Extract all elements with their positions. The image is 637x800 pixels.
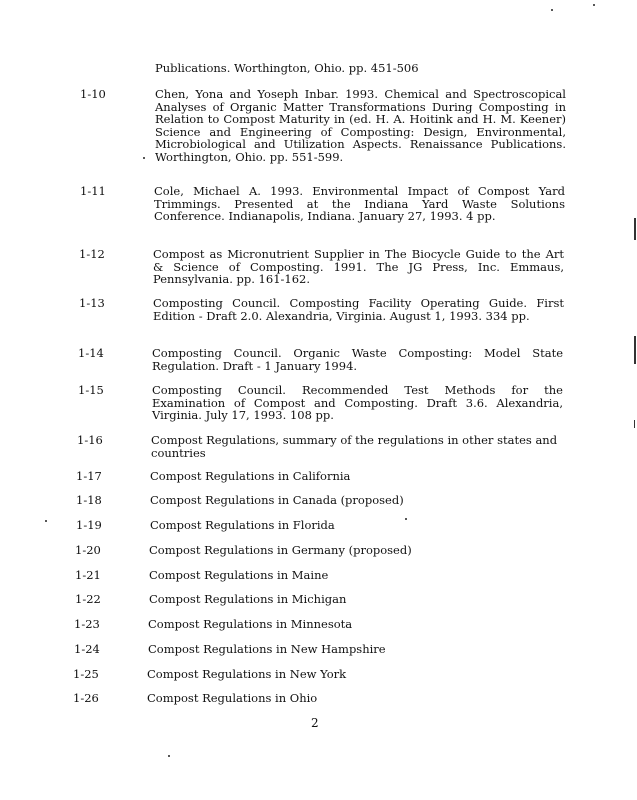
scan-edge-mark xyxy=(634,336,636,364)
reference-number: 1-19 xyxy=(76,518,102,532)
reference-number: 1-23 xyxy=(74,617,100,631)
reference-text: Compost as Micronutrient Supplier in The Biocycle Guide to the Art & Science of Composting. 1991. The JG Press, Inc. Emmaus, Pennsylvania. pp. 161-162. xyxy=(153,247,564,286)
reference-number: 1-16 xyxy=(77,433,103,447)
reference-number: 1-10 xyxy=(80,87,106,101)
reference-number: 1-14 xyxy=(78,346,104,360)
reference-number: 1-12 xyxy=(79,247,105,261)
scan-speck xyxy=(593,4,595,6)
reference-text: Compost Regulations in New York xyxy=(147,667,347,681)
reference-text: Composting Council. Recommended Test Methods for the Examination of Compost and Composting. Draft 3.6. Alexandria, Virginia. July 17, 1993. 108 pp. xyxy=(152,383,563,422)
scan-speck xyxy=(45,520,47,522)
reference-number: 1-15 xyxy=(78,383,104,397)
scan-speck xyxy=(168,755,170,757)
reference-text: Chen, Yona and Yoseph Inbar. 1993. Chemical and Spectroscopical Analyses of Organic Matter Transformations During Composting in Relation to Compost Maturity in (ed. H. A. Hoitink and H. M. Keener) Science and Engineering of Composting: Design, Environmental, Microbiological and Utilization Aspects. Renaissance Publications. Worthington, Ohio. pp. 551-599. xyxy=(155,87,566,164)
reference-number: 1-26 xyxy=(73,691,99,705)
reference-text: Compost Regulations in Maine xyxy=(149,568,329,582)
reference-text: Composting Council. Composting Facility Operating Guide. First Edition - Draft 2.0. Alexandria, Virginia. August 1, 1993. 334 pp. xyxy=(153,296,564,323)
reference-text: Compost Regulations, summary of the regulations in other states and countries xyxy=(151,433,558,460)
reference-number: 1-21 xyxy=(75,568,101,582)
scan-edge-mark xyxy=(634,218,636,240)
scan-speck xyxy=(551,9,553,11)
reference-number: 1-18 xyxy=(76,493,102,507)
reference-text: Compost Regulations in Michigan xyxy=(149,592,347,606)
reference-text: Compost Regulations in Florida xyxy=(150,518,335,532)
reference-text: Compost Regulations in Canada (proposed) xyxy=(150,493,404,507)
scan-speck xyxy=(143,157,145,159)
reference-number: 1-24 xyxy=(74,642,100,656)
reference-text: Compost Regulations in California xyxy=(150,469,351,483)
reference-number: 1-17 xyxy=(76,469,102,483)
reference-number: 1-20 xyxy=(75,543,101,557)
continued-citation-line: Publications. Worthington, Ohio. pp. 451-506 xyxy=(155,61,419,75)
reference-number: 1-13 xyxy=(79,296,105,310)
page-number: 2 xyxy=(311,716,319,730)
reference-number: 1-22 xyxy=(75,592,101,606)
reference-number: 1-25 xyxy=(73,667,99,681)
scan-speck xyxy=(405,518,407,520)
reference-text: Cole, Michael A. 1993. Environmental Impact of Compost Yard Trimmings. Presented at the Indiana Yard Waste Solutions Conference. Indianapolis, Indiana. January 27, 1993. 4 pp. xyxy=(154,184,565,223)
reference-text: Compost Regulations in New Hampshire xyxy=(148,642,386,656)
reference-text: Compost Regulations in Minnesota xyxy=(148,617,353,631)
reference-number: 1-11 xyxy=(80,184,106,198)
reference-text: Compost Regulations in Ohio xyxy=(147,691,318,705)
scan-edge-mark xyxy=(634,420,635,428)
reference-text: Compost Regulations in Germany (proposed) xyxy=(149,543,412,557)
reference-text: Composting Council. Organic Waste Composting: Model State Regulation. Draft - 1 January 1994. xyxy=(152,346,563,373)
